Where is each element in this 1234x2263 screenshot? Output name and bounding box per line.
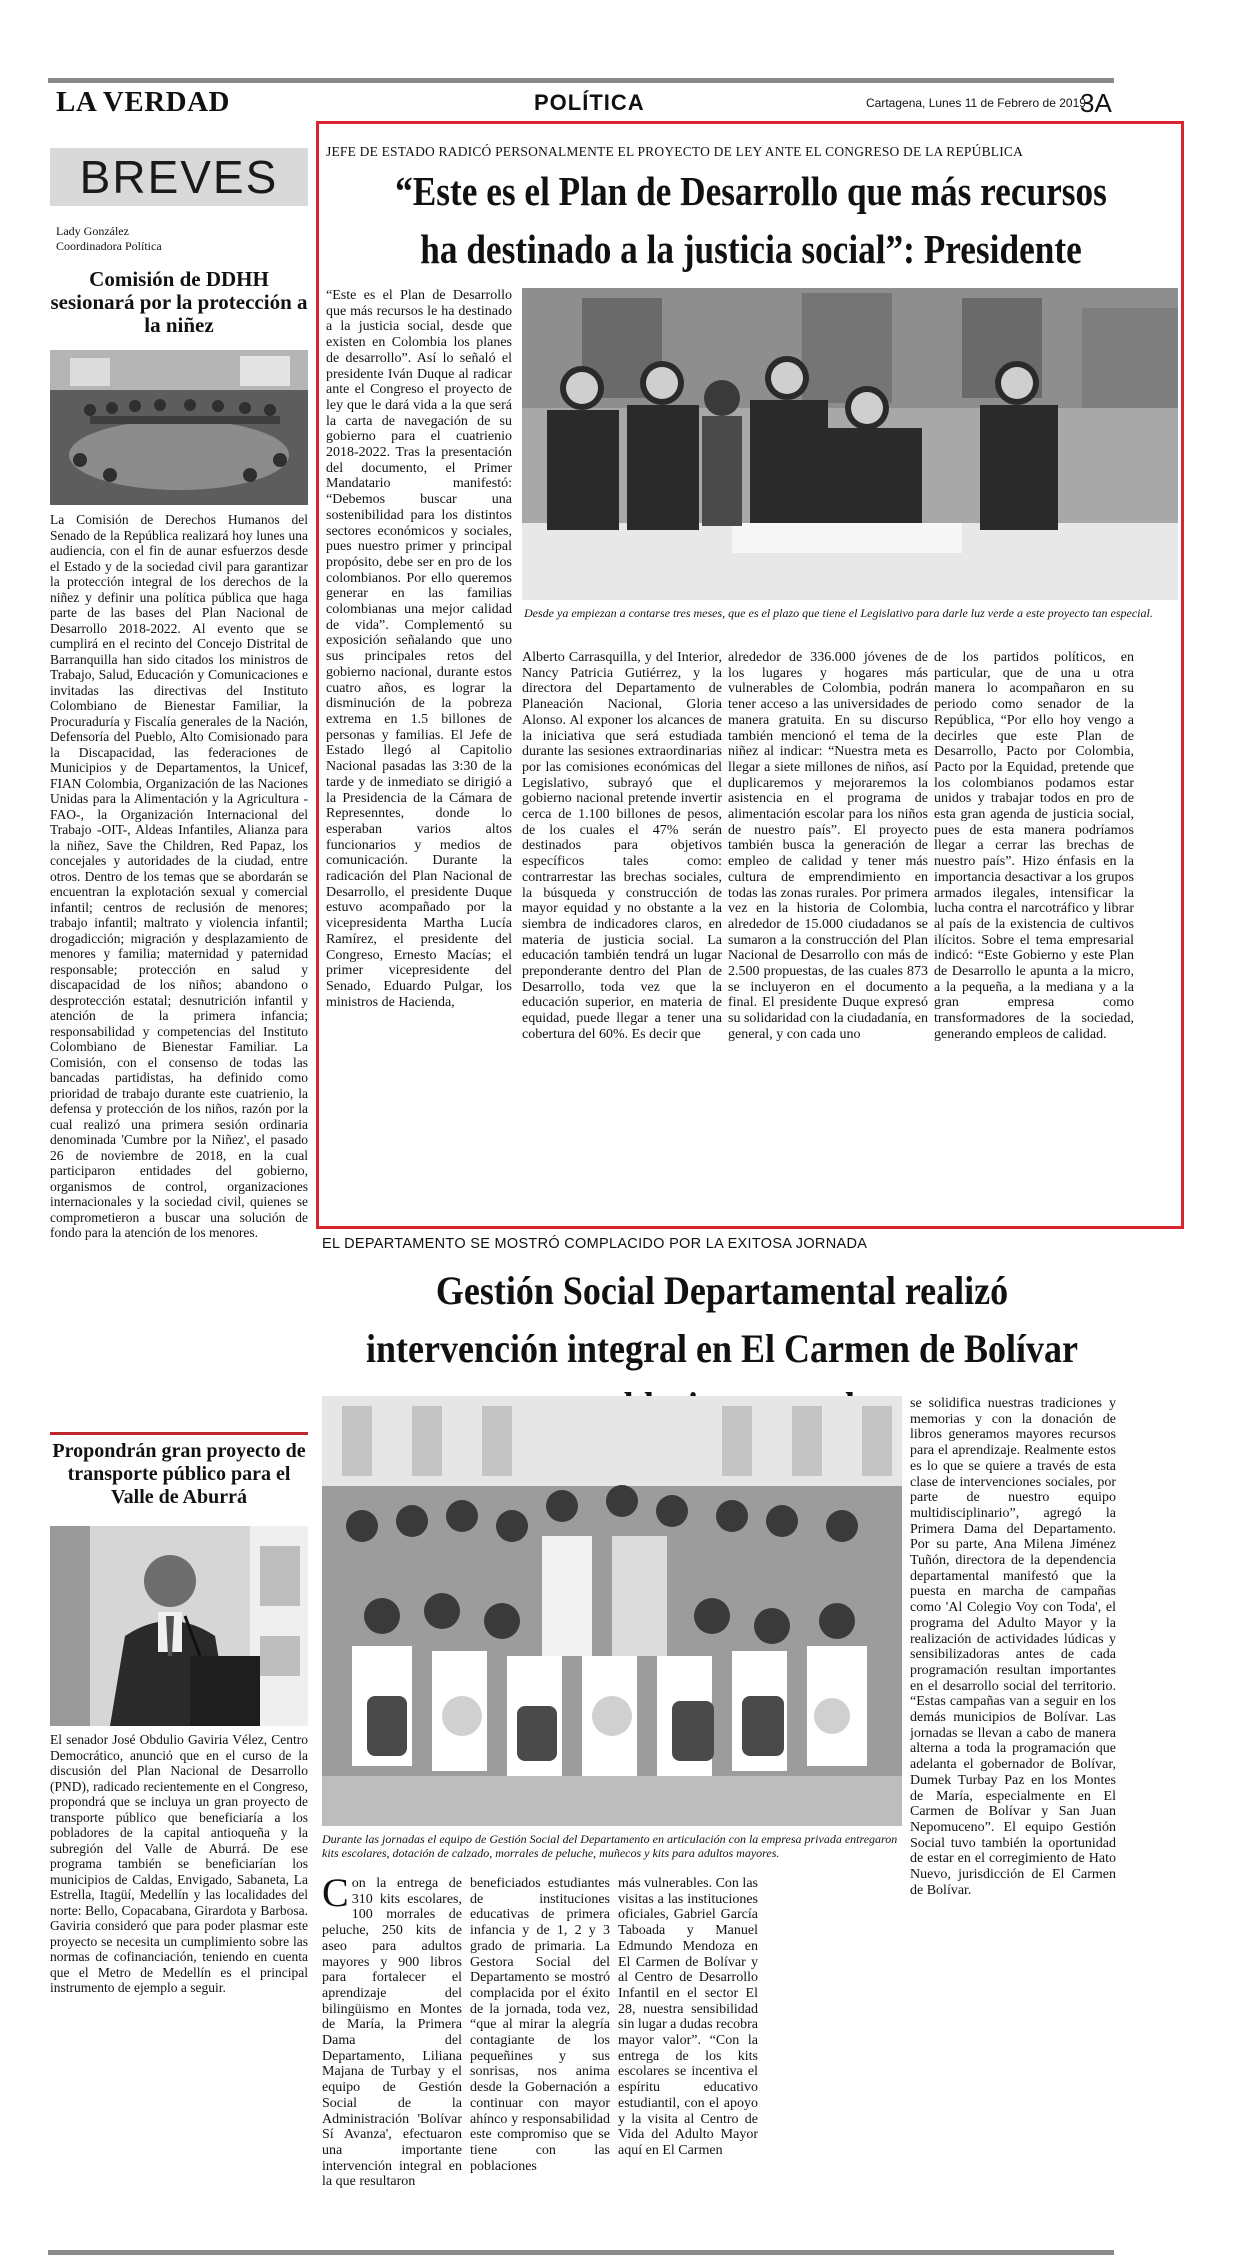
photo-president-signing [522, 288, 1178, 600]
second-kicker: EL DEPARTAMENTO SE MOSTRÓ COMPLACIDO POR LA EXITOSA JORNADA [322, 1236, 868, 1252]
lead-column-1: “Este es el Plan de Desarrollo que más recursos le ha destinado a la justicia social, desde que existen en Colombia los planes de desarrollo”. Así lo señaló el presidente Iván Duque al radicar ante el Congreso el proyecto de ley que le dará vida a la que será la carta de navegación de su gobierno para el cuatrienio 2018-2022. Tras la presentación del documento, el Primer Mandatario manifestó: “Debemos buscar una sostenibilidad para los distintos sectores económicos y sociales, pues nuestro primer y principal propósito, debe ser en pro de los colombianos. Por ello queremos generar en las familias colombianas una mejor calidad de vida”. Complementó su exposición señalando que uno sus principales retos del gobierno nacional, durante estos cuatro años, es lograr la disminución de la pobreza extrema en 1.5 billones de personas y familias. El Jefe de Estado llegó al Capitolio Nacional pasadas las 3:30 de la tarde y de inmediato se dirigió a la Presidencia de la Cámara de Represenntes, donde lo esperaban varios altos funcionarios y medios de comunicación. Durante la radicación del Plan Nacional de Desarrollo, el presidente Duque estuvo acompañado por la vicepresidenta Martha Lucía Ramírez, el presidente del Congreso, Ernesto Macías; el primer vicepresidente del Senado, Eduardo Pulgar, los ministros de Hacienda, [326, 288, 512, 1010]
second-column-4: se solidifica nuestras tradiciones y memorias y con la donación de libros generamos mayores recursos para el aprendizaje. Realmente estos es lo que se quiere a través de esta clase de intervenciones sociales, por parte de nuestro equipo multidisciplinario”, agregó la Primera Dama del Departamento. Por su parte, Ana Milena Jiménez Tuñón, directora de la dependencia departamental manifestó que la puesta en marcha de campañas como 'Al Colegio Voy con Toda', el programa del Adulto Mayor y la realización de actividades lúdicas y sensibilizadoras antes de cada programación resultan importantes en el desarrollo social del territorio. “Estas campañas van a seguir en los demás municipios de Bolívar. Las jornadas se llevan a cabo de manera alterna a toda la programación que adelanta el gobernador de Bolívar, Dumek Turbay Paz en los Montes de María, especialmente en El Carmen de Bolívar y San Juan Nepomuceno”. El equipo Gestión Social tuvo también la oportunidad de estar en el corregimiento de Hato Nuevo, jurisdicción de El Carmen de Bolívar. [910, 1396, 1116, 1898]
second-column-1-text: on la entrega de 310 kits escolares, 100 morrales de peluche, 250 kits de aseo para adultos mayores y 900 libros para fortalecer el aprendizaje del bilingüismo en Montes de María, la Primera Dama del Departamento, Liliana Majana de Turbay y el equipo de Gestión Social de la Administración 'Bolívar Sí Avanza', efectuaron una importante intervención integral en la que resultaron [322, 1876, 462, 2190]
section-label: POLÍTICA [534, 90, 645, 115]
second-column-1 [322, 1876, 462, 2236]
brief-body-ddhh: La Comisión de Derechos Humanos del Senado de la República realizará hoy lunes una audiencia, con el fin de aunar esfuerzos desde el Estado y de la sociedad civil para garantizar la protección integral de los derechos de la niñez y definir una política pública que haga parte de las bases del Plan Nacional de Desarrollo 2018-2022. Al evento que se cumplirá en el recinto del Concejo Distrital de Barranquilla han sido citados los ministros de Trabajo, Salud, Educación y Comunicaciones e invitadas las directivas del Instituto Colombiano de Bienestar Familiar, la Procuraduría y Fiscalía generales de la Nación, Defensoría del Pueblo, Alto Comisionado para la Discapacidad, las federaciones de Municipios y de Departamentos, la Unicef, FIAN Colombia, Organización de las Naciones Unidas para la Alimentación y la Agricultura -FAO-, la Organización Internacional del Trabajo -OIT-, Aldeas Infantiles, Alianza para la niñez, Save the Children, Red Papaz, los concejales y autoridades de la ciudad, entre otros. Dentro de los temas que se abordarán se encuentran la explotación sexual y comercial infantil; centros de reclusión de menores; trabajo infantil; maltrato y violencia infantil; drogadicción; migración y desplazamiento de menores y familia; maternidad y paternidad responsable; protección en salud y discapacidad de los niños; abandono o desprotección estatal; desnutrición infantil y atención de la primera infancia; responsabilidad y competencias del Instituto Colombiano de Bienestar Familiar. La Comisión, con el consenso de todas las bancadas partidistas, ha definido como prioridad de trabajo durante este cuatrienio, la defensa y protección de los niños, razón por la cual realizó una primera sesión ordinaria denominada 'Cumbre por la Niñez', el pasado 26 de noviembre de 2018, en la cual participaron entidades del gobierno, organismos de control, organizaciones internacionales y la sociedad civil, quienes se comprometieron a buscar una solución de fondo para la atención de los menores. [50, 512, 308, 1240]
photo-senator-podium [50, 1526, 308, 1726]
lead-headline: “Este es el Plan de Desarrollo que más recursos ha destinado a la justicia social”: Presidente [395, 168, 1107, 272]
lead-photo-caption: Desde ya empiezan a contarse tres meses, que es el plazo que tiene el Legislativo para darle luz verde a este proyecto tan especial. [524, 606, 1153, 620]
photo-commission-session [50, 350, 308, 505]
brief-body-transport: El senador José Obdulio Gaviria Vélez, Centro Democrático, anunció que en el curso de la discusión del Plan Nacional de Desarrollo (PND), radicado recientemente en el Congreso, propondrá que se incluya un gran proyecto de transporte público que beneficiaría a los pobladores de la capital antioqueña y la subregión del Valle de Aburrá. De ese programa también se beneficiarían los municipios de Caldas, Envigado, Sabaneta, La Estrella, Itagüí, Medellín y las localidades del norte: Bello, Copacabana, Girardota y Barbosa. Gaviria consideró que para poder plasmar este proyecto se necesita un cumplimiento sobre las normas de cofinanciación, teniendo en cuenta que el Metro de Medellín es el principal instrumento de ejemplo a seguir. [50, 1732, 308, 1995]
top-rule [48, 78, 1114, 83]
author-name: Lady González [56, 224, 129, 238]
brief-headline-ddhh: Comisión de DDHH sesionará por la protección a la niñez [50, 267, 308, 337]
breves-header: BREVES [50, 148, 308, 206]
dateline: Cartagena, Lunes 11 de Febrero de 2019 [866, 96, 1086, 110]
masthead: LA VERDAD [56, 86, 230, 118]
brief-headline-transport: Propondrán gran proyecto de transporte público para el Valle de Aburrá [52, 1440, 306, 1508]
divider-rule [50, 1432, 308, 1435]
lead-column-2: Alberto Carrasquilla, y del Interior, Nancy Patricia Gutiérrez, y la directora del Departamento de Planeación Nacional, Gloria Alonso. Al exponer los alcances de la iniciativa que será estudiada durante las sesiones extraordinarias por las comisiones económicas del Legislativo, subrayó que el gobierno nacional pretende invertir cerca de 1.100 billones de pesos, de los cuales el 47% serán destinados para objetivos específicos tales como: contrarrestar las brechas sociales, la búsqueda y construcción de mayor equidad y no obstante a la siembra de indicadores claros, en materia de justicia social. La educación también tendrá un lugar preponderante dentro del Plan de Desarrollo, toda vez que la educación superior, en materia de equidad, puede llegar a tener una cobertura del 60%. Es decir que [522, 650, 722, 1042]
author-role: Coordinadora Política [56, 239, 162, 253]
lead-column-3: alrededor de 336.000 jóvenes de los lugares y hogares más vulnerables de Colombia, podrán tener acceso a las universidades de manera gratuita. En su discurso también mencionó el tema de la niñez al indicar: “Nuestra meta es llegar a siete millones de niños, así duplicaremos y mejoraremos la asistencia en el programa de alimentación escolar para los niños de nuestro país”. El proyecto también busca la generación de empleo de calidad y tener más cultura de emprendimiento en todas las zonas rurales. Por primera vez en la historia de Colombia, alrededor de 15.000 ciudadanos se sumaron a la construcción del Plan Nacional de Desarrollo con más de 2.500 propuestas, de las cuales 873 se incluyeron en el documento final. El presidente Duque expresó su solidaridad con la ciudadanía, en general, y con cada uno [728, 650, 928, 1042]
second-headline: Gestión Social Departamental realizó intervención integral en El Carmen de Bolívar [366, 1268, 1078, 1371]
page-number: 3A [1080, 88, 1112, 118]
second-photo-caption: Durante las jornadas el equipo de Gestión Social del Departamento en articulación con la empresa privada entregaron kits escolares, dotación de calzado, morrales de peluche, muñecos y kits para adultos mayores. [322, 1832, 898, 1860]
lead-column-4: de los partidos políticos, en particular, que de una u otra manera lo acompañaron en su periodo como senador de la República, “Por ello hoy vengo a decirles que este Plan de Desarrollo, Pacto por Colombia, Pacto por la Equidad, pretende que los colombianos podamos estar unidos y trabajar todos en pro de esta gran agenda de justicia social, pues de esta manera podríamos llegar a cerrar las brechas de nuestro país”. Hizo énfasis en la importancia desactivar a los grupos armados ilegales, intensificar la lucha contra el narcotráfico y librar al país de la existencia de cultivos ilícitos. Sobre el tema empresarial indicó: “Este Gobierno y este Plan de Desarrollo le apunta a la micro, a la pequeña, a la mediana y a la gran empresa como transformadores de la sociedad, generando empleos de calidad. [934, 650, 1134, 1042]
drop-cap: C [322, 1876, 349, 1915]
lead-kicker: JEFE DE ESTADO RADICÓ PERSONALMENTE EL PROYECTO DE LEY ANTE EL CONGRESO DE LA REPÚBLICA [326, 144, 1024, 159]
photo-children-event [322, 1396, 902, 1826]
byline [56, 224, 162, 254]
second-column-3: más vulnerables. Con las visitas a las instituciones oficiales, Gabriel García Taboada y Manuel Edmundo Mendoza en El Carmen de Bolívar y al Centro de Desarrollo Infantil en el sector El 28, nuestra sensibilidad sin lugar a dudas recobra mayor valor”. “Con la entrega de los kits escolares se incentiva el espíritu educativo estudiantil, con el apoyo y la visita al Centro de Vida del Adulto Mayor aquí en El Carmen [618, 1876, 758, 2158]
bottom-rule [48, 2250, 1114, 2255]
second-column-2: beneficiados estudiantes de instituciones educativas de primera infancia y de 1, 2 y 3 grado de primaria. La Gestora Social del Departamento se mostró complacida por el éxito de la jornada, toda vez, “que al mirar la alegría contagiante de los pequeñines y sus sonrisas, nos anima desde la Gobernación a continuar con mayor ahínco y responsabilidad este compromiso que se tiene con las poblaciones [470, 1876, 610, 2174]
